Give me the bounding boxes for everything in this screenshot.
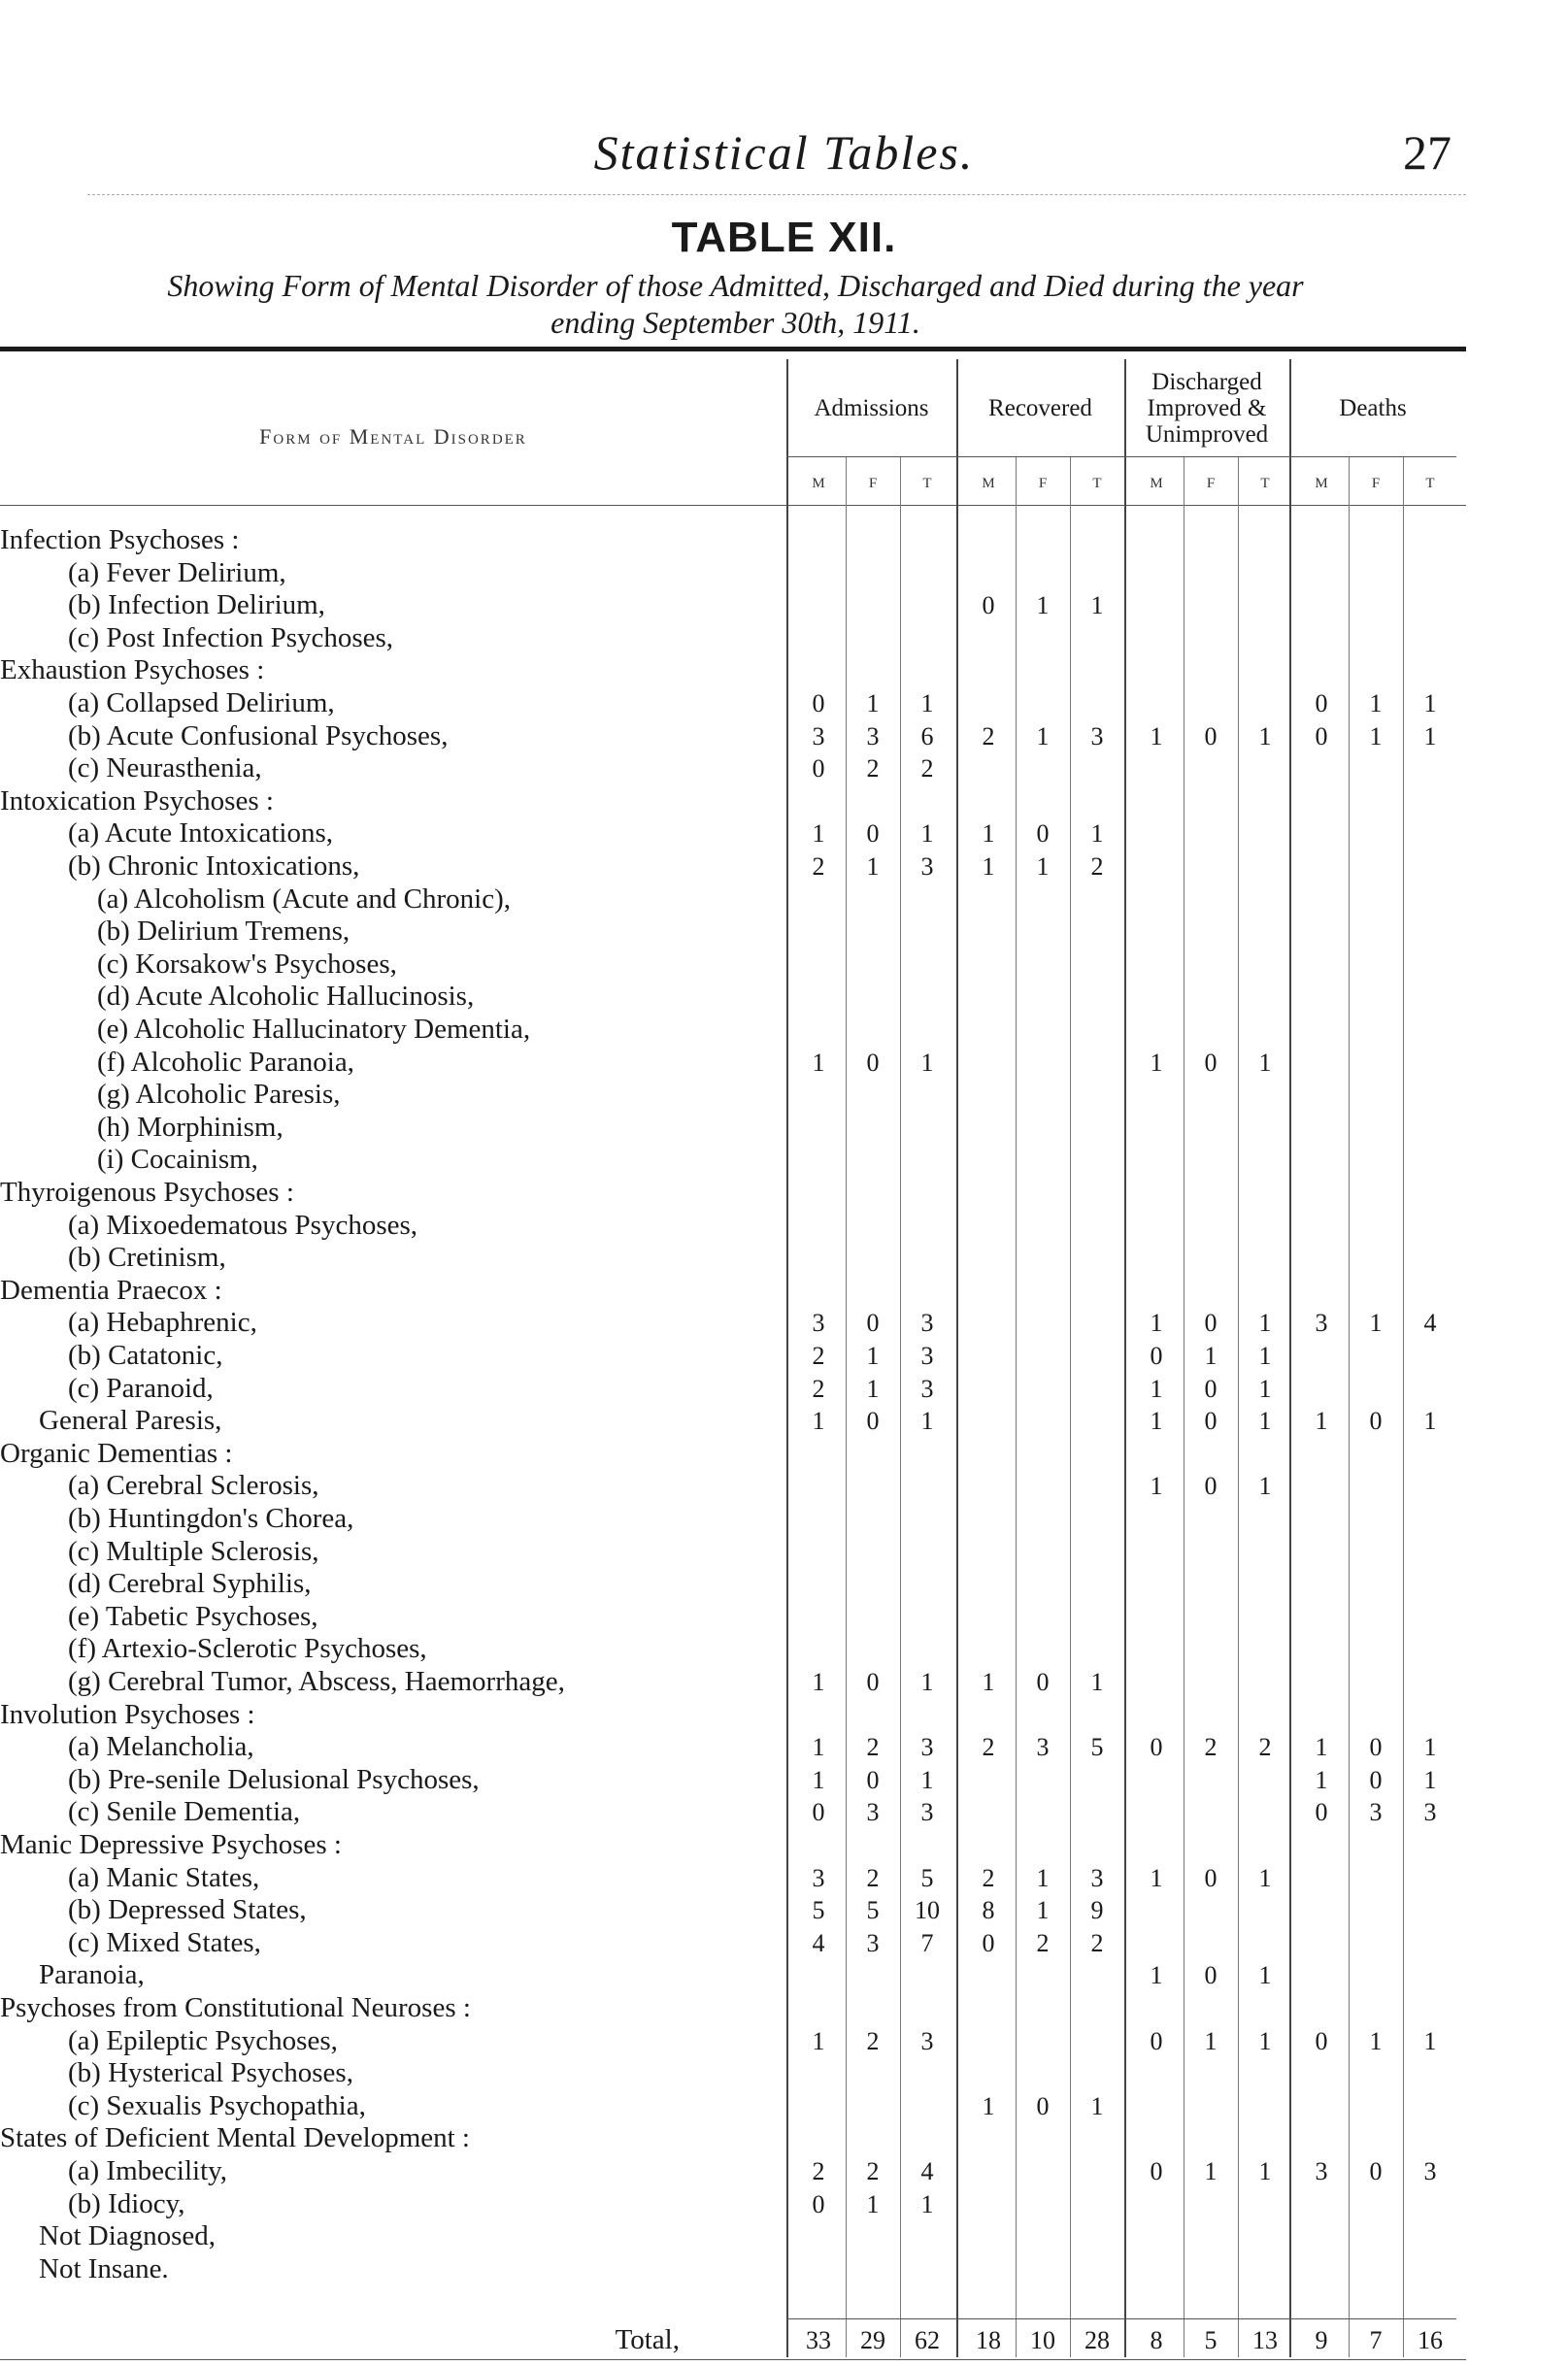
total-cell: 18	[976, 2326, 1001, 2355]
row-label: Involution Psychoses :	[0, 1698, 255, 1730]
table-cell: 1	[1150, 1374, 1163, 1403]
table-cell: 2	[866, 754, 880, 783]
row-label: Intoxication Psychoses :	[0, 784, 274, 816]
table-cell: 1	[1150, 1961, 1163, 1990]
table-cell: 1	[1423, 1733, 1437, 1762]
table-cell: 1	[1258, 1961, 1272, 1990]
table-cell: 3	[866, 1798, 880, 1827]
row-label: Not Diagnosed,	[39, 2220, 217, 2252]
sub-header: T	[922, 476, 932, 491]
table-cell: 3	[920, 1733, 934, 1762]
table-cell: 5	[920, 1863, 934, 1892]
row-label: (c) Senile Dementia,	[68, 1796, 301, 1828]
row-label: (c) Neurasthenia,	[68, 752, 262, 784]
table-cell: 1	[812, 2026, 825, 2055]
table-cell: 3	[920, 1374, 934, 1403]
row-label: (a) Imbecility,	[68, 2155, 227, 2186]
table-cell: 1	[1258, 2026, 1272, 2055]
table-cell: 1	[1369, 2026, 1383, 2055]
table-cell: 1	[920, 819, 934, 849]
table-cell: 3	[1315, 2157, 1328, 2185]
table-cell: 3	[1315, 1309, 1328, 1338]
table-cell: 1	[1258, 721, 1272, 750]
table-cell: 0	[982, 1928, 995, 1957]
table-cell: 1	[1204, 2157, 1218, 2185]
table-cell: 3	[1036, 1733, 1050, 1762]
table-cell: 2	[982, 1733, 995, 1762]
table-cell: 5	[812, 1896, 825, 1925]
table-cell: 1	[1036, 852, 1050, 881]
table-cell: 0	[866, 819, 880, 849]
row-label: Infection Psychoses :	[0, 524, 240, 555]
row-label: (f) Artexio-Sclerotic Psychoses,	[68, 1633, 427, 1665]
row-label: Psychoses from Constitutional Neuroses :	[0, 1992, 471, 2023]
row-label: (a) Mixoedematous Psychoses,	[68, 1209, 418, 1241]
table-cell: 1	[1150, 1309, 1163, 1338]
table-cell: 0	[1204, 1309, 1218, 1338]
table-cell: 0	[982, 591, 995, 620]
table-cell: 1	[1090, 819, 1104, 849]
table-cell: 2	[866, 2157, 880, 2185]
table-cell: 1	[1150, 1407, 1163, 1436]
table-cell: 2	[920, 754, 934, 783]
row-label: (g) Alcoholic Paresis,	[97, 1079, 341, 1111]
table-cell: 0	[1204, 721, 1218, 750]
row-label: States of Deficient Mental Development :	[0, 2122, 470, 2154]
table-cell: 1	[920, 2189, 934, 2218]
table-cell: 1	[866, 689, 880, 717]
total-cell: 28	[1084, 2326, 1110, 2355]
row-label: Manic Depressive Psychoses :	[0, 1829, 342, 1860]
table-cell: 3	[866, 721, 880, 750]
table-cell: 1	[1150, 1472, 1163, 1501]
row-label: General Paresis,	[39, 1405, 222, 1437]
page-number: 27	[1403, 125, 1451, 180]
table-cell: 1	[1315, 1407, 1328, 1436]
table-cell: 0	[1315, 721, 1328, 750]
table-cell: 0	[1150, 2157, 1163, 2185]
table-cell: 3	[920, 1309, 934, 1338]
table-cell: 2	[1090, 852, 1104, 881]
total-cell: 62	[915, 2326, 940, 2355]
table-cell: 3	[920, 1798, 934, 1827]
row-label: (b) Depressed States,	[68, 1894, 307, 1926]
row-label: (a) Melancholia,	[68, 1731, 254, 1763]
row-label: (a) Acute Intoxications,	[68, 817, 333, 850]
table-cell: 0	[1150, 2026, 1163, 2055]
table-cell: 1	[920, 1668, 934, 1696]
table-cell: 1	[1036, 591, 1050, 620]
table-cell: 1	[1315, 1733, 1328, 1762]
table-cell: 1	[1150, 721, 1163, 750]
row-label: (a) Alcoholism (Acute and Chronic),	[97, 883, 512, 915]
table-cell: 2	[812, 852, 825, 881]
table-cell: 1	[982, 852, 995, 881]
table-cell: 3	[812, 1863, 825, 1892]
table-cell: 3	[812, 721, 825, 750]
table-cell: 0	[1036, 819, 1050, 849]
table-cell: 1	[1036, 1896, 1050, 1925]
table-cell: 3	[1090, 721, 1104, 750]
table-cell: 1	[920, 1407, 934, 1436]
table-cell: 4	[920, 2157, 934, 2185]
table-title: TABLE XII.	[671, 214, 897, 261]
header-divider	[87, 194, 1466, 195]
sub-header: F	[1371, 476, 1381, 491]
sub-header: T	[1092, 476, 1102, 491]
row-label: (i) Cocainism,	[97, 1144, 258, 1176]
table-cell: 3	[866, 1928, 880, 1957]
table-cell: 2	[812, 1342, 825, 1370]
table-cell: 1	[1369, 721, 1383, 750]
table-cell: 1	[866, 852, 880, 881]
table-cell: 4	[812, 1928, 825, 1957]
table-cell: 1	[812, 1668, 825, 1696]
table-cell: 1	[1036, 721, 1050, 750]
table-cell: 0	[1369, 1733, 1383, 1762]
table-cell: 2	[812, 2157, 825, 2185]
row-label: (h) Morphinism,	[97, 1111, 284, 1143]
row-label: (c) Korsakow's Psychoses,	[97, 948, 397, 980]
row-label: (g) Cerebral Tumor, Abscess, Haemorrhage,	[68, 1666, 565, 1697]
row-label: (c) Post Infection Psychoses,	[68, 621, 394, 653]
table-cell: 1	[1258, 2157, 1272, 2185]
row-label: Organic Dementias :	[0, 1437, 233, 1469]
table-cell: 7	[920, 1928, 934, 1957]
row-label: Paranoia,	[39, 1959, 145, 1991]
total-cell: 13	[1252, 2326, 1278, 2355]
row-label: (a) Epileptic Psychoses,	[68, 2024, 338, 2056]
table-cell: 3	[1423, 2157, 1437, 2185]
table-cell: 1	[920, 689, 934, 717]
group-header: Recovered	[988, 394, 1092, 421]
table-cell: 0	[1036, 2091, 1050, 2120]
running-head	[0, 124, 1568, 192]
table-cell: 3	[812, 1309, 825, 1338]
table-cell: 0	[1204, 1374, 1218, 1403]
sub-header: T	[1425, 476, 1435, 491]
table-cell: 1	[812, 819, 825, 849]
total-cell: 9	[1315, 2326, 1328, 2355]
table-cell: 1	[920, 1048, 934, 1077]
table-cell: 1	[1423, 721, 1437, 750]
table-cell: 0	[1204, 1961, 1218, 1990]
table-cell: 1	[1258, 1048, 1272, 1077]
table-cell: 1	[1369, 689, 1383, 717]
total-cell: 29	[860, 2326, 885, 2355]
table-caption	[10, 267, 1461, 341]
group-header: Discharged Improved & Unimproved	[1145, 368, 1269, 448]
group-divider-line	[786, 359, 788, 2357]
table-cell: 0	[812, 2189, 825, 2218]
table-cell: 0	[866, 1765, 880, 1794]
table-cell: 1	[1204, 2026, 1218, 2055]
table-cell: 1	[1258, 1863, 1272, 1892]
table-cell: 3	[920, 2026, 934, 2055]
table-cell: 0	[1369, 1765, 1383, 1794]
running-title: Statistical Tables.	[593, 125, 975, 180]
row-label: (e) Alcoholic Hallucinatory Dementia,	[97, 1014, 531, 1045]
table-cell: 0	[866, 1048, 880, 1077]
table-cell: 1	[812, 1407, 825, 1436]
table-cell: 3	[1090, 1863, 1104, 1892]
table-cell: 1	[1369, 1309, 1383, 1338]
table-cell: 5	[866, 1896, 880, 1925]
table-cell: 2	[1204, 1733, 1218, 1762]
total-cell: 10	[1030, 2326, 1055, 2355]
table-cell: 8	[982, 1896, 995, 1925]
total-label: Total,	[615, 2324, 680, 2356]
table-cell: 1	[1090, 1668, 1104, 1696]
table-cell: 0	[1369, 2157, 1383, 2185]
sub-header: F	[1206, 476, 1216, 491]
table-cell: 0	[1204, 1472, 1218, 1501]
row-label: (d) Acute Alcoholic Hallucinosis,	[97, 981, 475, 1013]
table-cell: 0	[1150, 1342, 1163, 1370]
table-cell: 2	[812, 1374, 825, 1403]
table-cell: 5	[1090, 1733, 1104, 1762]
caption-line-1: Showing Form of Mental Disorder of those Admitted, Discharged and Died during the year	[167, 268, 1304, 303]
table-cell: 1	[1204, 1342, 1218, 1370]
row-label: (f) Alcoholic Paranoia,	[97, 1046, 354, 1078]
table-cell: 1	[1258, 1342, 1272, 1370]
table-cell: 1	[1423, 2026, 1437, 2055]
row-label: (b) Cretinism,	[68, 1242, 226, 1274]
table-cell: 3	[920, 852, 934, 881]
table-cell: 0	[1315, 689, 1328, 717]
row-label: (b) Idiocy,	[68, 2187, 185, 2219]
table-cell: 1	[1423, 1765, 1437, 1794]
table-cell: 0	[1204, 1863, 1218, 1892]
table-cell: 2	[982, 721, 995, 750]
row-label: (b) Chronic Intoxications,	[68, 850, 360, 882]
group-header-rule	[786, 456, 1456, 457]
row-label: (b) Hysterical Psychoses,	[68, 2057, 353, 2089]
row-label: (a) Collapsed Delirium,	[68, 687, 335, 718]
group-header: Deaths	[1339, 394, 1407, 421]
table-cell: 1	[1258, 1472, 1272, 1501]
row-label: Dementia Praecox :	[0, 1274, 222, 1306]
table-top-rule	[0, 347, 1466, 351]
total-cell: 33	[806, 2326, 831, 2355]
table-cell: 1	[1423, 689, 1437, 717]
table-cell: 2	[1036, 1928, 1050, 1957]
row-label: (d) Cerebral Syphilis,	[68, 1568, 312, 1600]
table-cell: 1	[920, 1765, 934, 1794]
row-label: (b) Catatonic,	[68, 1340, 223, 1371]
row-label: (c) Mixed States,	[68, 1926, 261, 1958]
row-label: (b) Acute Confusional Psychoses,	[68, 719, 449, 751]
row-label: (b) Pre-senile Delusional Psychoses,	[68, 1763, 480, 1795]
table-cell: 2	[1090, 1928, 1104, 1957]
table-cell: 10	[915, 1896, 940, 1925]
table-cell: 1	[1258, 1407, 1272, 1436]
total-cell: 16	[1418, 2326, 1443, 2355]
table-cell: 1	[982, 1668, 995, 1696]
table-cell: 1	[1150, 1048, 1163, 1077]
row-label: (a) Cerebral Sclerosis,	[68, 1470, 319, 1502]
total-cell: 8	[1150, 2326, 1163, 2355]
table-cell: 1	[982, 2091, 995, 2120]
total-cell: 7	[1369, 2326, 1383, 2355]
table-cell: 1	[812, 1765, 825, 1794]
row-label: Not Insane.	[39, 2252, 169, 2284]
row-label: (a) Hebaphrenic,	[68, 1307, 257, 1339]
sub-header: M	[1315, 476, 1328, 491]
table-cell: 1	[1258, 1374, 1272, 1403]
table-cell: 1	[812, 1048, 825, 1077]
table-cell: 1	[1150, 1863, 1163, 1892]
row-label: (a) Fever Delirium,	[68, 556, 286, 588]
table-cell: 9	[1090, 1896, 1104, 1925]
table-cell: 0	[812, 689, 825, 717]
table-cell: 1	[1423, 1407, 1437, 1436]
table-cell: 1	[1090, 2091, 1104, 2120]
table-cell: 1	[812, 1733, 825, 1762]
group-header: Admissions	[814, 394, 929, 421]
table-cell: 1	[1036, 1863, 1050, 1892]
row-label: (b) Infection Delirium,	[68, 589, 325, 621]
sub-header: M	[812, 476, 825, 491]
row-label: (c) Multiple Sclerosis,	[68, 1535, 319, 1567]
row-label: (b) Delirium Tremens,	[97, 916, 350, 948]
table-cell: 0	[1204, 1048, 1218, 1077]
group-divider-line	[956, 359, 958, 2357]
table-cell: 1	[982, 819, 995, 849]
table-cell: 0	[1315, 1798, 1328, 1827]
total-cell: 5	[1204, 2326, 1218, 2355]
table-cell: 3	[920, 1342, 934, 1370]
table-cell: 2	[866, 2026, 880, 2055]
table-cell: 0	[1036, 1668, 1050, 1696]
table-cell: 0	[866, 1309, 880, 1338]
table-cell: 3	[1369, 1798, 1383, 1827]
sub-header: T	[1260, 476, 1270, 491]
header-bottom-rule	[0, 505, 1466, 506]
table-cell: 0	[1204, 1407, 1218, 1436]
table-cell: 1	[866, 1374, 880, 1403]
table-cell: 0	[1369, 1407, 1383, 1436]
caption-line-2: ending September 30th, 1911.	[550, 305, 920, 340]
table-cell: 1	[1090, 591, 1104, 620]
table-cell: 2	[1258, 1733, 1272, 1762]
table-cell: 3	[1423, 1798, 1437, 1827]
sub-header: M	[1150, 476, 1163, 491]
table-bottom-rule	[0, 2359, 1466, 2360]
row-label: (c) Paranoid,	[68, 1372, 214, 1404]
table-cell: 0	[812, 754, 825, 783]
table-cell: 1	[1315, 1765, 1328, 1794]
table-cell: 1	[1258, 1309, 1272, 1338]
row-label: (b) Huntingdon's Chorea,	[68, 1503, 354, 1534]
group-divider-line	[1124, 359, 1126, 2357]
total-rule	[786, 2318, 1456, 2319]
row-label: Thyroigenous Psychoses :	[0, 1177, 294, 1208]
table-cell: 2	[866, 1863, 880, 1892]
table-cell: 2	[982, 1863, 995, 1892]
sub-header: M	[982, 476, 995, 491]
table-cell: 0	[866, 1407, 880, 1436]
row-label: (a) Manic States,	[68, 1861, 260, 1893]
sub-header: F	[868, 476, 878, 491]
table-cell: 1	[866, 2189, 880, 2218]
table-cell: 6	[920, 721, 934, 750]
row-label: Exhaustion Psychoses :	[0, 654, 265, 686]
table-cell: 0	[1315, 2026, 1328, 2055]
sub-header: F	[1038, 476, 1048, 491]
table-cell: 0	[1150, 1733, 1163, 1762]
row-label: (e) Tabetic Psychoses,	[68, 1600, 318, 1632]
table-cell: 1	[866, 1342, 880, 1370]
table-cell: 4	[1423, 1309, 1437, 1338]
row-label: (c) Sexualis Psychopathia,	[68, 2089, 366, 2121]
form-column-header: Form of Mental Disorder	[259, 424, 527, 449]
table-cell: 0	[866, 1668, 880, 1696]
table-cell: 2	[866, 1733, 880, 1762]
table-cell: 0	[812, 1798, 825, 1827]
